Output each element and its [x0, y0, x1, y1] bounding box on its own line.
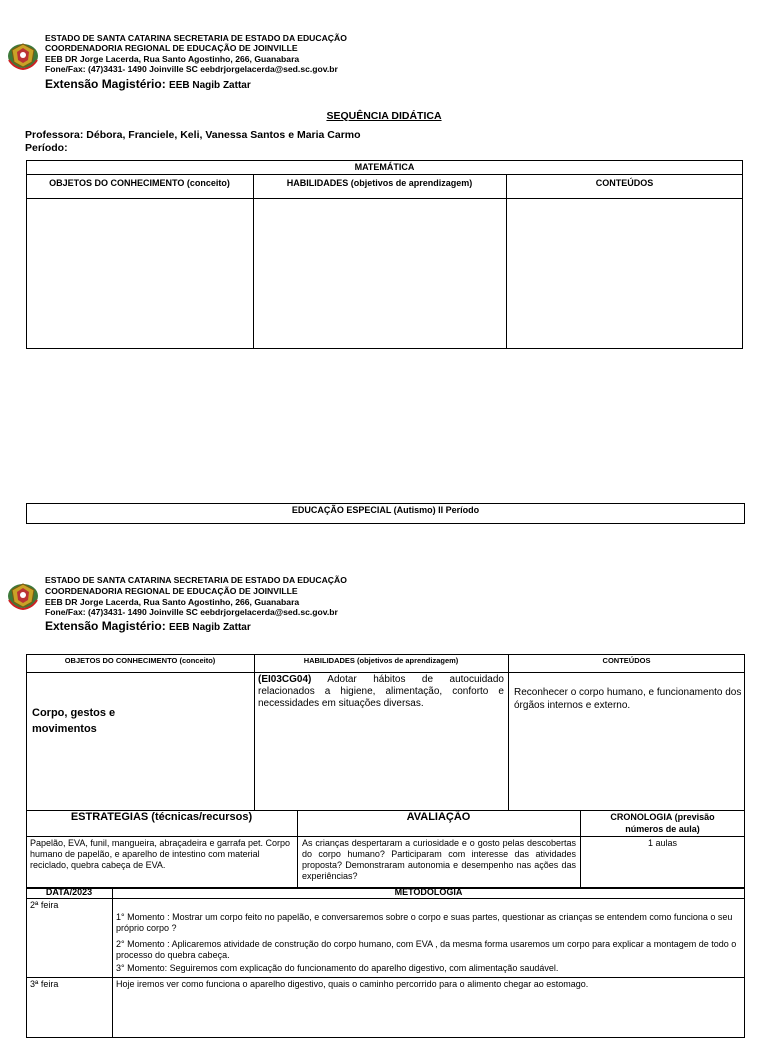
strategies-value: Papelão, EVA, funil, mangueira, abraçadeira e garrafa pet. Corpo humano de papelão, e aparelho de intestino com material reciclado, quebra cabeça de EVA.: [30, 838, 290, 870]
col-objects-heading: OBJETOS DO CONHECIMENTO (conceito): [49, 178, 230, 188]
subject-heading: MATEMÁTICA: [354, 162, 415, 172]
skill-text: Adotar hábitos de autocuidado relacionados a higiene, alimentação, conforto e necessidades em situações diversas.: [258, 674, 504, 709]
col-strategies-heading: ESTRATEGIAS (técnicas/recursos): [70, 811, 253, 823]
header-address-line: EEB DR Jorge Lacerda, Rua Santo Agostinho, 266, Guanabara: [45, 597, 300, 607]
header-coordination-line: COORDENADORIA REGIONAL DE EDUCAÇÃO DE JOINVILLE: [45, 43, 298, 53]
skill-value: [258, 674, 504, 710]
extension-line: [45, 619, 251, 633]
day-cell: 3ª feira: [30, 979, 59, 989]
col-skills-heading: HABILIDADES (objetivos de aprendizagem): [303, 656, 459, 665]
methodology-line: 3° Momento: Seguiremos com explicação do funcionamento do aparelho digestivo, com alimentação saudável.: [116, 963, 559, 973]
state-coat-of-arms-icon: [6, 38, 40, 72]
col-contents-heading: CONTEÚDOS: [595, 178, 654, 188]
teacher-line: Professora: Débora, Franciele, Keli, Vanessa Santos e Maria Carmo: [25, 129, 361, 141]
period-line: Período:: [25, 142, 68, 154]
evaluation-value: As crianças despertaram a curiosidade e o gosto pelas descobertas do corpo humano? Participaram com interesse das atividades proposta? Demonstraram autonomia e desempenho nas ações das experiências?: [302, 838, 576, 881]
methodology-line: 2° Momento : Aplicaremos atividade de construção do corpo humano, com EVA , da mesma forma usaremos um corpo para explicar a montagem de todo o processo do quebra cabeça.: [116, 939, 737, 960]
col-skills-heading: HABILIDADES (objetivos de aprendizagem): [286, 178, 473, 188]
methodology-line: Hoje iremos ver como funciona o aparelho digestivo, quais o caminho percorrido para o alimento chegar ao estomago.: [116, 979, 589, 989]
col-methodology-heading: METODOLOGIA: [394, 887, 463, 897]
header-address-line: EEB DR Jorge Lacerda, Rua Santo Agostinho, 266, Guanabara: [45, 54, 300, 64]
skill-code: (EI03CG04): [258, 674, 312, 685]
extension-line: [45, 77, 251, 91]
extension-label: Extensão Magistério:: [45, 619, 166, 633]
col-chronology-heading: CRONOLOGIA (previsão números de aula): [610, 812, 715, 834]
methodology-line: 1° Momento : Mostrar um corpo feito no papelão, e conversaremos sobre o corpo e suas partes, questionar as crianças se entendem como funciona o seu próprio corpo ?: [116, 912, 733, 933]
col-objects-heading: OBJETOS DO CONHECIMENTO (conceito): [64, 656, 216, 665]
header-contact-line: Fone/Fax: (47)3431- 1490 Joinville SC eebdrjorgelacerda@sed.sc.gov.br: [45, 64, 338, 74]
object-value: Corpo, gestos e movimentos: [32, 707, 116, 735]
extension-school: EEB Nagib Zattar: [169, 80, 251, 91]
math-table: [26, 160, 743, 349]
header-state-line: ESTADO DE SANTA CATARINA SECRETARIA DE ESTADO DA EDUCAÇÃO: [45, 575, 347, 585]
col-evaluation-heading: AVALIAÇÃO: [406, 811, 471, 823]
chronology-value: 1 aulas: [647, 838, 678, 848]
extension-label: Extensão Magistério:: [45, 77, 166, 91]
header-coordination-line: COORDENADORIA REGIONAL DE EDUCAÇÃO DE JOINVILLE: [45, 586, 298, 596]
col-date-heading: DATA/2023: [45, 887, 93, 897]
header-state-line: ESTADO DE SANTA CATARINA SECRETARIA DE ESTADO DA EDUCAÇÃO: [45, 33, 347, 43]
special-education-label: EDUCAÇÃO ESPECIAL (Autismo) II Período: [291, 505, 480, 515]
state-coat-of-arms-icon: [6, 578, 40, 612]
day-cell: 2ª feira: [30, 900, 59, 910]
extension-school: EEB Nagib Zattar: [169, 622, 251, 633]
page-title: SEQUÊNCIA DIDÁTICA: [326, 110, 442, 122]
col-contents-heading: CONTEÚDOS: [602, 656, 651, 665]
content-value: Reconhecer o corpo humano, e funcionamento dos órgãos internos e externo.: [514, 687, 742, 711]
header-contact-line: Fone/Fax: (47)3431- 1490 Joinville SC eebdrjorgelacerda@sed.sc.gov.br: [45, 607, 338, 617]
